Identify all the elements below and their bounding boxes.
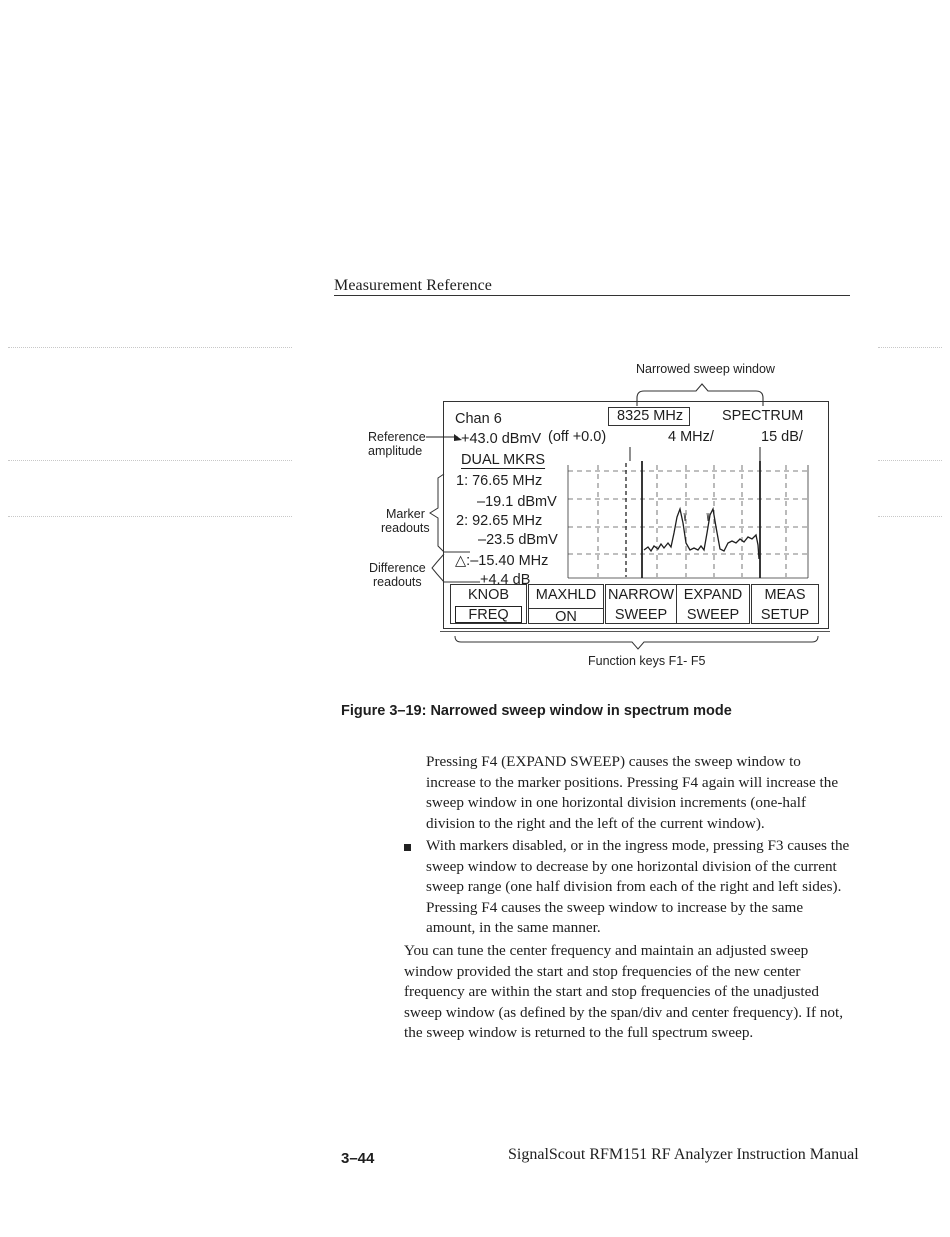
f5-key-bottom-label: SETUP [760, 606, 810, 623]
bullet-item-markers-disabled: With markers disabled, or in the ingress mode, pressing F3 causes the sweep window to decrease by one horizontal division of the current sweep range (one half division from each of the right and left sides). Pressing F4 causes the sweep window to increase by the same amount, in the same manner. [426, 837, 850, 936]
marker-1-frequency: 1: 76.65 MHz [456, 473, 543, 489]
margin-guide [878, 516, 942, 517]
margin-guide [878, 460, 942, 461]
margin-guide [8, 460, 292, 461]
callout-function-keys: Function keys F1- F5 [588, 654, 706, 668]
marker-2-level: –23.5 dBmV [478, 532, 558, 548]
bullet-icon [404, 844, 411, 851]
margin-guide [8, 347, 292, 348]
offset-readout: (off +0.0) [548, 429, 607, 445]
figure-caption: Figure 3–19: Narrowed sweep window in spectrum mode [341, 703, 732, 719]
f1-key-bottom-label: FREQ [455, 606, 522, 623]
spectrum-display [564, 447, 814, 581]
margin-guide [878, 347, 942, 348]
center-freq-prefix: 83 [617, 408, 634, 424]
page-number: 3–44 [341, 1150, 375, 1167]
vertical-scale-readout: 15 dB/ [761, 429, 803, 445]
marker-1-level: –19.1 dBmV [477, 494, 557, 510]
f4-key-top-label: EXPAND [683, 587, 743, 603]
channel-readout: Chan 6 [455, 411, 502, 427]
f3-key-bottom-label: SWEEP [614, 606, 668, 623]
f1-key-top-label: KNOB [467, 587, 510, 603]
delta-level-readout: +4.4 dB [480, 572, 531, 588]
header-rule [334, 295, 850, 296]
f3-key[interactable] [605, 584, 677, 624]
mode-readout [722, 409, 803, 424]
marker-2-frequency: 2: 92.65 MHz [456, 513, 543, 529]
f4-key-bottom-label: SWEEP [686, 606, 740, 623]
mode-suffix: TRUM [761, 408, 804, 424]
mode-prefix: SPEC [722, 408, 762, 424]
page-header-title: Measurement Reference [334, 277, 493, 294]
screen-bottom-rule [440, 631, 830, 632]
paragraph-tune-center-frequency: You can tune the center frequency and maintain an adjusted sweep window provided the start and stop frequencies of the new center frequency are within the start and stop frequencies of the unadjusted sweep window (as defined by the span/div and center frequency). If not, the sweep window is returned to the full spectrum sweep. [404, 942, 844, 1041]
f4-key[interactable] [676, 584, 750, 624]
callout-narrowed-sweep-window: Narrowed sweep window [636, 362, 775, 376]
paragraph-expand-sweep: Pressing F4 (EXPAND SWEEP) causes the sweep window to increase to the marker positions. Pressing F4 again will increase the sweep window in one horizontal division increments (one-half division to the right and the left of the current window). [426, 753, 839, 832]
function-keys-brace [452, 634, 822, 652]
callout-difference-readouts: Difference readouts [369, 561, 426, 590]
center-frequency-readout [608, 407, 690, 426]
dual-markers-title: DUAL MKRS [461, 452, 546, 468]
f3-key-top-label: NARROW [607, 587, 675, 603]
callout-marker-readouts: Marker readouts [381, 507, 430, 536]
f1-key[interactable] [450, 584, 527, 624]
difference-readouts-brace [424, 552, 482, 588]
footer-manual-title: SignalScout RFM151 RF Analyzer Instruction Manual [508, 1146, 859, 1163]
delta-frequency-readout: △:–15.40 MHz [455, 553, 549, 569]
delta-icon: △ [455, 553, 467, 569]
margin-guide [8, 516, 292, 517]
f2-key-top-label: MAXHLD [535, 587, 597, 603]
reference-level-readout: +43.0 dBmV [461, 431, 542, 447]
f2-key[interactable] [528, 584, 604, 624]
callout-reference-amplitude: Reference amplitude [368, 430, 426, 459]
center-freq-suffix: 25 MHz [633, 408, 684, 424]
f5-key-top-label: MEAS [764, 587, 806, 603]
span-per-division-readout: 4 MHz/ [668, 429, 714, 445]
marker-readouts-brace [424, 468, 470, 558]
reference-arrow [424, 432, 464, 446]
f2-key-bottom-label: ON [529, 608, 603, 625]
f5-key[interactable] [751, 584, 819, 624]
